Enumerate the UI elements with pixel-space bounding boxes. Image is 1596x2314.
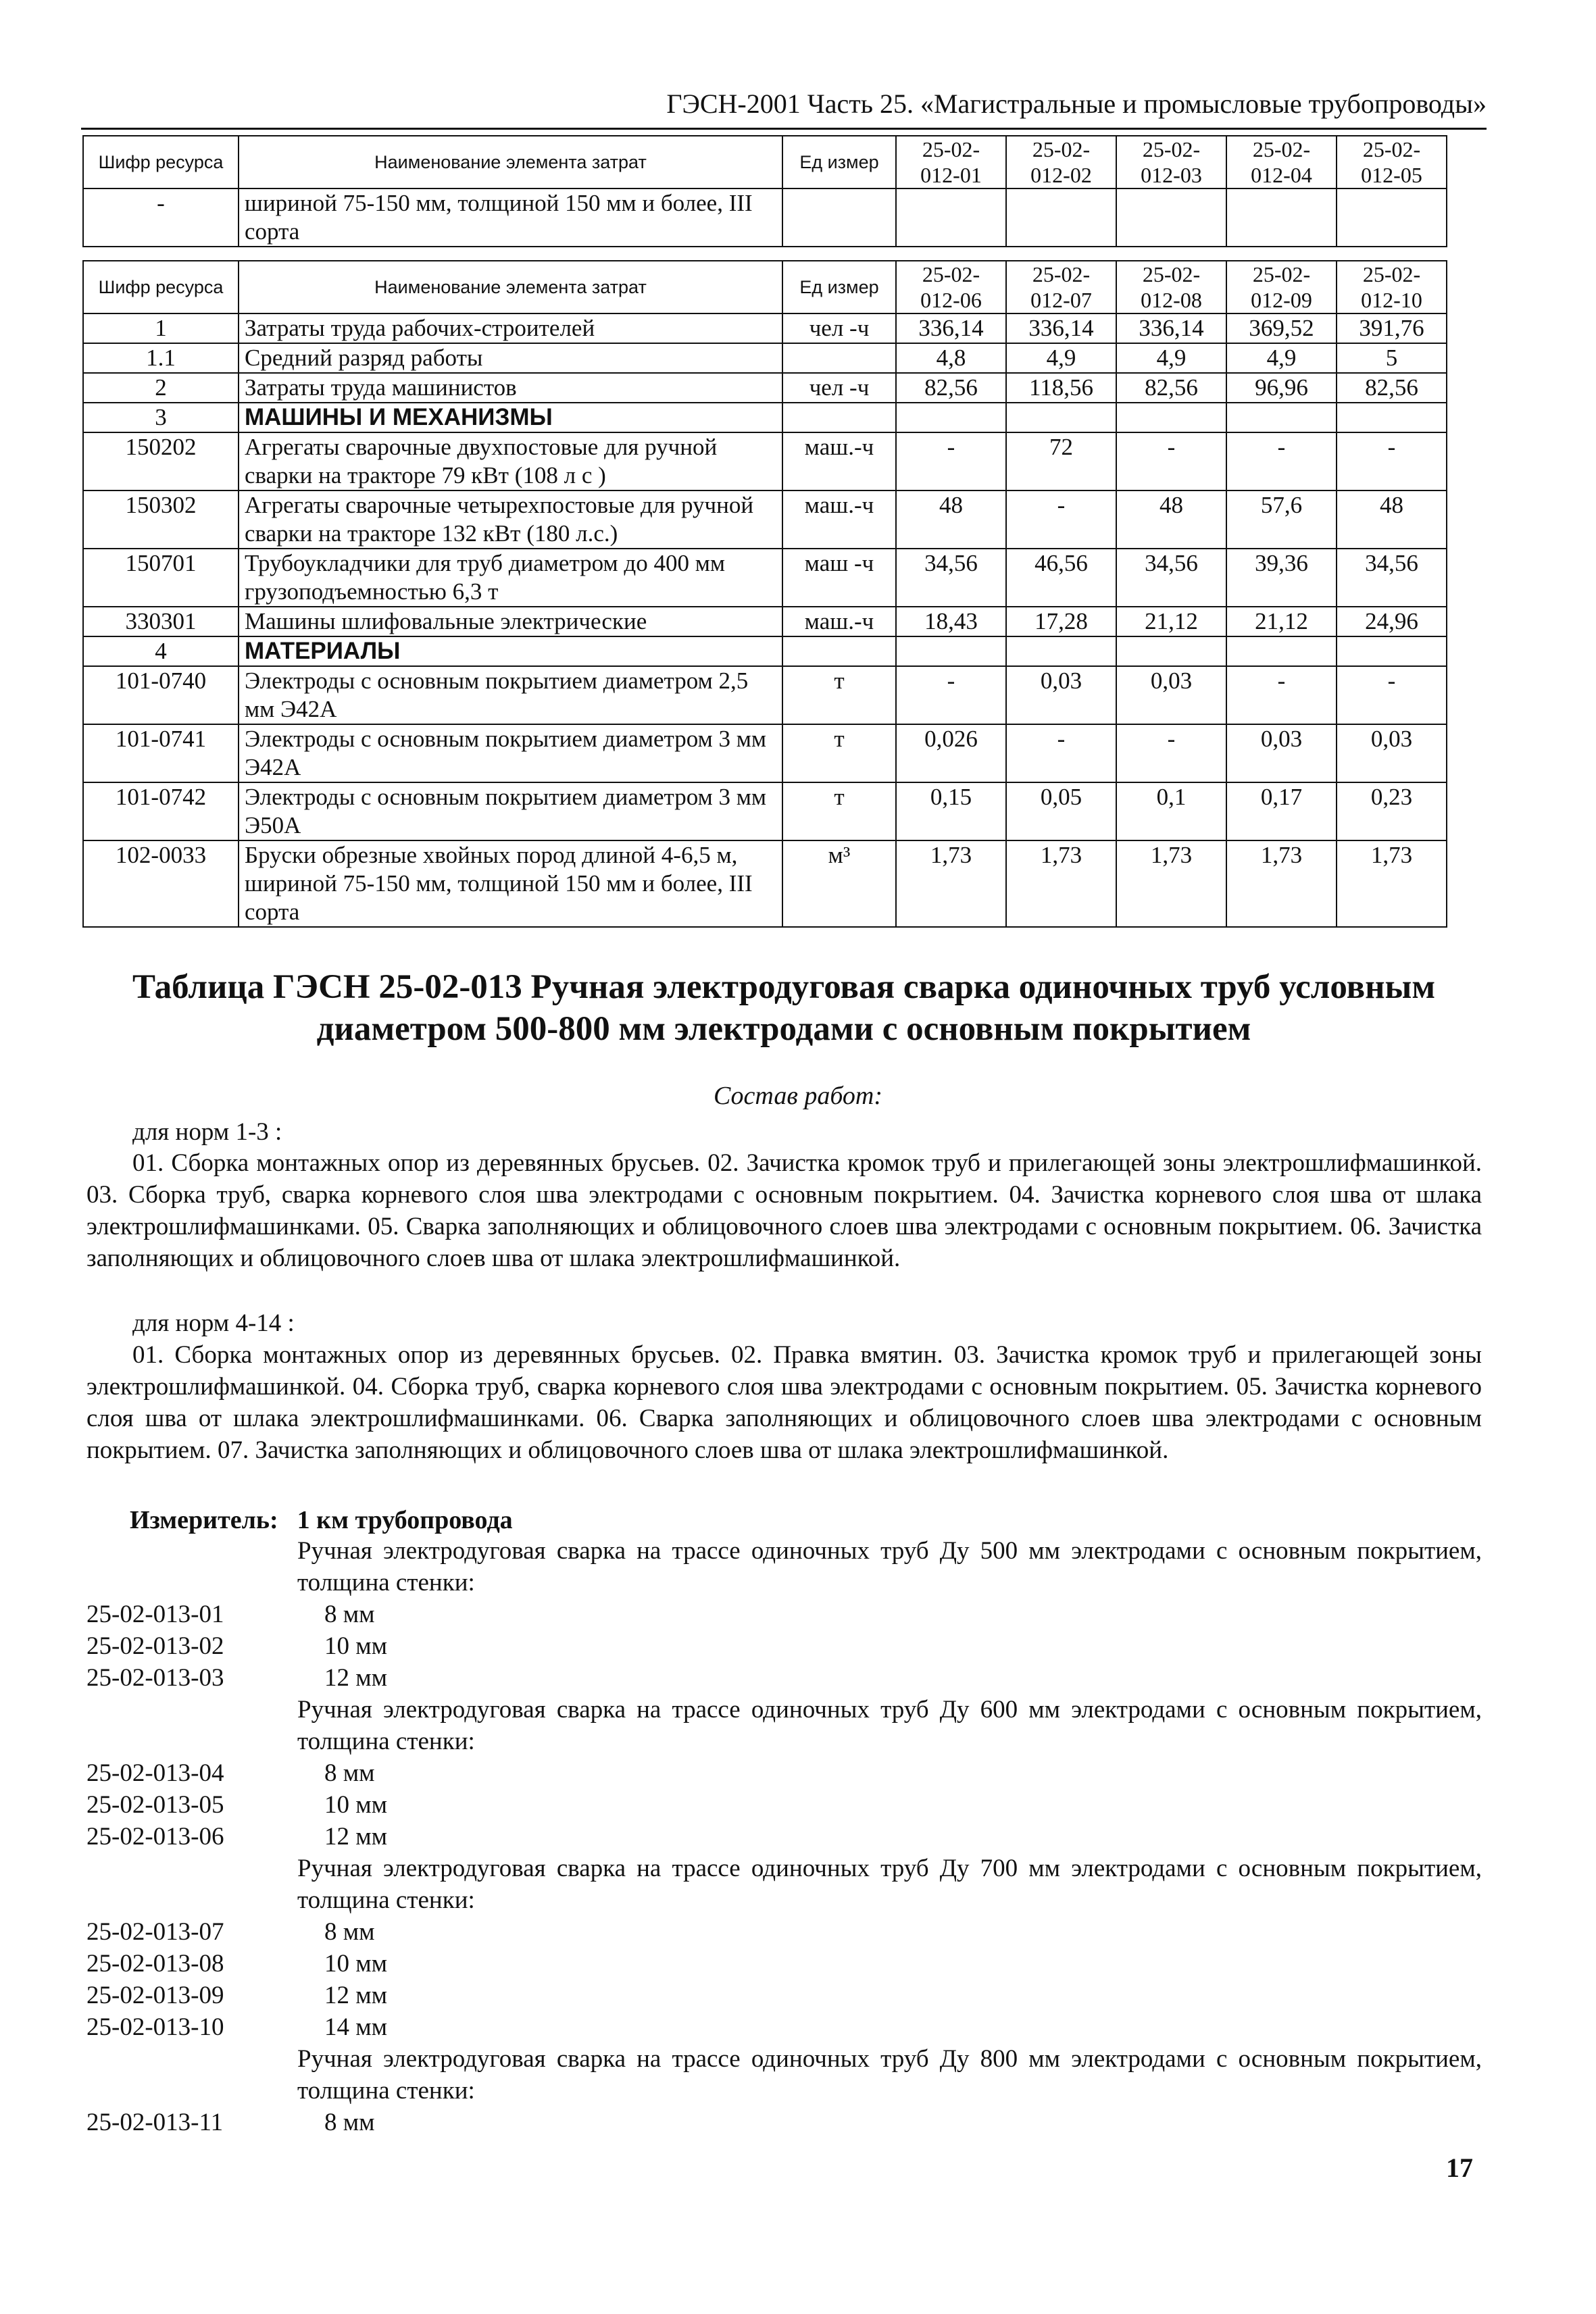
cell-code: 1.1 — [83, 343, 239, 373]
norm-item — [86, 1599, 1482, 1630]
section-title: Таблица ГЭСН 25-02-013 Ручная электродуговая сварка одиночных труб условным диаметром 500-800 мм электродами с основным покрытием — [132, 968, 1436, 1048]
cell-name: шириной 75-150 мм, толщиной 150 мм и более, III сорта — [239, 188, 782, 247]
header-col: 25-02- 012-04 — [1226, 136, 1337, 188]
cell-name: МАТЕРИАЛЫ — [239, 636, 782, 666]
norm-thickness: 8 мм — [324, 1601, 375, 1628]
cell-value — [896, 403, 1006, 432]
table-row — [83, 313, 1447, 343]
cell-value: 1,73 — [1337, 840, 1447, 927]
cell-value — [1116, 403, 1226, 432]
cell-value: 34,56 — [1337, 549, 1447, 607]
table-row — [83, 724, 1447, 782]
norm-code: 25-02-013-03 — [86, 1664, 224, 1692]
cell-value: 0,23 — [1337, 782, 1447, 840]
cell-unit — [782, 403, 896, 432]
cell-value — [1116, 188, 1226, 247]
cell-value: 1,73 — [1226, 840, 1337, 927]
norm-code: 25-02-013-07 — [86, 1918, 224, 1946]
resource-table-continuation — [82, 135, 1447, 247]
cell-value: 5 — [1337, 343, 1447, 373]
cell-value: - — [1226, 666, 1337, 724]
norm-code: 25-02-013-10 — [86, 2013, 224, 2041]
cell-value: 0,1 — [1116, 782, 1226, 840]
table-row — [83, 188, 1447, 247]
norm-code: 25-02-013-05 — [86, 1791, 224, 1819]
cell-code: 101-0742 — [83, 782, 239, 840]
cell-value: 336,14 — [1116, 313, 1226, 343]
cell-value: - — [1006, 491, 1116, 549]
cell-value — [1337, 636, 1447, 666]
cell-code: 4 — [83, 636, 239, 666]
cell-code: 150701 — [83, 549, 239, 607]
norm-group-description: Ручная электродуговая сварка на трассе одиночных труб Ду 500 мм электродами с основным покрытием, толщина стенки: — [297, 1537, 1482, 1596]
cell-value: - — [1226, 432, 1337, 491]
cell-value — [896, 188, 1006, 247]
cell-value: - — [896, 666, 1006, 724]
cell-value: 0,026 — [896, 724, 1006, 782]
cell-code: 101-0740 — [83, 666, 239, 724]
cell-value: 1,73 — [1116, 840, 1226, 927]
cell-name: Электроды с основным покрытием диаметром 3 мм Э50А — [239, 782, 782, 840]
cell-value: 336,14 — [896, 313, 1006, 343]
norm-item — [86, 2011, 1482, 2043]
cell-unit: маш.-ч — [782, 491, 896, 549]
norm-thickness: 8 мм — [324, 1918, 375, 1946]
cell-name: МАШИНЫ И МЕХАНИЗМЫ — [239, 403, 782, 432]
header-name: Наименование элемента затрат — [239, 261, 782, 313]
header-col: 25-02- 012-03 — [1116, 136, 1226, 188]
norm-thickness: 10 мм — [324, 1950, 388, 1978]
cell-unit: маш -ч — [782, 549, 896, 607]
norm-group-description: Ручная электродуговая сварка на трассе одиночных труб Ду 800 мм электродами с основным покрытием, толщина стенки: — [297, 2045, 1482, 2105]
cell-name: Затраты труда машинистов — [239, 373, 782, 403]
norm-item — [86, 1948, 1482, 1980]
cell-unit: т — [782, 782, 896, 840]
meter-value: 1 км трубопровода — [297, 1506, 513, 1534]
cell-value: 118,56 — [1006, 373, 1116, 403]
header-code: Шифр ресурса — [83, 136, 239, 188]
table-header-row — [83, 136, 1447, 188]
table-row — [83, 840, 1447, 927]
table-row — [83, 549, 1447, 607]
cell-value: 96,96 — [1226, 373, 1337, 403]
norm-item — [86, 1916, 1482, 1948]
cell-value: - — [1006, 724, 1116, 782]
cell-code: 150202 — [83, 432, 239, 491]
cell-value: - — [1337, 666, 1447, 724]
cell-code: 1 — [83, 313, 239, 343]
header-col: 25-02- 012-01 — [896, 136, 1006, 188]
cell-unit: т — [782, 666, 896, 724]
cell-value — [1226, 188, 1337, 247]
cell-value — [1337, 403, 1447, 432]
meter-line — [130, 1505, 532, 1535]
cell-value: 48 — [1116, 491, 1226, 549]
norm-code: 25-02-013-02 — [86, 1632, 224, 1660]
cell-value — [1226, 636, 1337, 666]
cell-value: 0,05 — [1006, 782, 1116, 840]
cell-value: 0,03 — [1116, 666, 1226, 724]
cell-value: 82,56 — [1337, 373, 1447, 403]
cell-code: 330301 — [83, 607, 239, 636]
cell-unit: маш.-ч — [782, 607, 896, 636]
cell-value: 0,03 — [1337, 724, 1447, 782]
norm-item — [86, 1757, 1482, 1789]
cell-unit — [782, 188, 896, 247]
cell-value: 82,56 — [1116, 373, 1226, 403]
cell-value: 4,9 — [1226, 343, 1337, 373]
table-row — [83, 666, 1447, 724]
cell-value: 72 — [1006, 432, 1116, 491]
norm-thickness: 10 мм — [324, 1632, 388, 1660]
cell-value — [1006, 403, 1116, 432]
cell-value: 336,14 — [1006, 313, 1116, 343]
page-header: ГЭСН-2001 Часть 25. «Магистральные и промысловые трубопроводы» — [81, 88, 1487, 130]
table-row — [83, 636, 1447, 666]
norm-group-description: Ручная электродуговая сварка на трассе одиночных труб Ду 700 мм электродами с основным покрытием, толщина стенки: — [297, 1855, 1482, 1914]
cell-name: Машины шлифовальные электрические — [239, 607, 782, 636]
table-row — [83, 373, 1447, 403]
header-col: 25-02- 012-02 — [1006, 136, 1116, 188]
header-col: 25-02- 012-06 — [896, 261, 1006, 313]
cell-unit: т — [782, 724, 896, 782]
cell-value: 57,6 — [1226, 491, 1337, 549]
cell-value: 0,03 — [1006, 666, 1116, 724]
cell-code: 150302 — [83, 491, 239, 549]
cell-value: 0,17 — [1226, 782, 1337, 840]
norm-code: 25-02-013-01 — [86, 1601, 224, 1628]
cell-value — [1116, 636, 1226, 666]
cell-value — [1006, 188, 1116, 247]
cell-value: 18,43 — [896, 607, 1006, 636]
table-row — [83, 491, 1447, 549]
norm-code: 25-02-013-11 — [86, 2109, 224, 2136]
cell-value: 4,9 — [1116, 343, 1226, 373]
norms-4-14-text: 01. Сборка монтажных опор из деревянных брусьев. 02. Правка вмятин. 03. Зачистка кромок труб и прилегающей зоны электрошлифмашинкой. 04. Сборка труб, сварка корневого слоя шва электродами с основным покрытием. 05. Зачистка корневого слоя шва от шлака электрошлифмашинками. 06. Сварка заполняющих и облицовочного слоев шва электродами с основным покрытием. 07. Зачистка заполняющих и облицовочного слоев шва от шлака электрошлифмашинкой. — [86, 1341, 1482, 1464]
norm-code: 25-02-013-08 — [86, 1950, 224, 1978]
cell-value: 39,36 — [1226, 549, 1337, 607]
cell-value: 1,73 — [1006, 840, 1116, 927]
cell-value — [1226, 403, 1337, 432]
cell-value: 0,03 — [1226, 724, 1337, 782]
cell-unit: м³ — [782, 840, 896, 927]
header-code: Шифр ресурса — [83, 261, 239, 313]
norm-list — [86, 1535, 1482, 2138]
cell-unit: маш.-ч — [782, 432, 896, 491]
norm-item — [86, 1980, 1482, 2011]
table-row — [83, 343, 1447, 373]
cell-value: 46,56 — [1006, 549, 1116, 607]
norms-1-3-label: для норм 1-3 : — [132, 1118, 282, 1146]
cell-code: 101-0741 — [83, 724, 239, 782]
cell-code: 2 — [83, 373, 239, 403]
norms-1-3-text: 01. Сборка монтажных опор из деревянных брусьев. 02. Зачистка кромок труб и прилегающей зоны электрошлифмашинкой. 03. Сборка труб, сварка корневого слоя шва электродами с основным покрытием. 04. Зачистка корневого слоя шва от шлака электрошлифмашинками. 05. Сварка заполняющих и облицовочного слоев шва электродами с основным покрытием. 06. Зачистка заполняющих и облицовочного слоев шва от шлака электрошлифмашинкой. — [86, 1149, 1482, 1272]
norm-thickness: 8 мм — [324, 1759, 375, 1787]
cell-value: 1,73 — [896, 840, 1006, 927]
cell-value: 21,12 — [1226, 607, 1337, 636]
cell-value: 34,56 — [1116, 549, 1226, 607]
cell-value: 0,15 — [896, 782, 1006, 840]
norm-thickness: 12 мм — [324, 1823, 388, 1851]
norm-item — [86, 1662, 1482, 1694]
header-col: 25-02- 012-10 — [1337, 261, 1447, 313]
table-row — [83, 782, 1447, 840]
table-row — [83, 432, 1447, 491]
norm-thickness: 12 мм — [324, 1982, 388, 2009]
norm-code: 25-02-013-04 — [86, 1759, 224, 1787]
work-composition-heading: Состав работ: — [713, 1082, 883, 1110]
cell-name: Средний разряд работы — [239, 343, 782, 373]
cell-unit — [782, 636, 896, 666]
table-header-row — [83, 261, 1447, 313]
cell-value: 391,76 — [1337, 313, 1447, 343]
cell-value: 48 — [896, 491, 1006, 549]
header-unit: Ед измер — [782, 136, 896, 188]
cell-value — [896, 636, 1006, 666]
cell-value: - — [896, 432, 1006, 491]
cell-name: Трубоукладчики для труб диаметром до 400 мм грузоподъемностью 6,3 т — [239, 549, 782, 607]
cell-value — [1006, 636, 1116, 666]
cell-name: Агрегаты сварочные четырехпостовые для ручной сварки на тракторе 132 кВт (180 л.с.) — [239, 491, 782, 549]
table-row — [83, 607, 1447, 636]
cell-value: - — [1116, 432, 1226, 491]
cell-code: 102-0033 — [83, 840, 239, 927]
cell-code: - — [83, 188, 239, 247]
resource-table — [82, 260, 1447, 928]
cell-value: 34,56 — [896, 549, 1006, 607]
norm-item — [86, 1630, 1482, 1662]
cell-value: 17,28 — [1006, 607, 1116, 636]
cell-value: 82,56 — [896, 373, 1006, 403]
meter-label: Измеритель: — [130, 1506, 278, 1534]
cell-name: Электроды с основным покрытием диаметром 3 мм Э42А — [239, 724, 782, 782]
norm-thickness: 10 мм — [324, 1791, 388, 1819]
cell-name: Электроды с основным покрытием диаметром 2,5 мм Э42А — [239, 666, 782, 724]
cell-unit: чел -ч — [782, 373, 896, 403]
cell-name: Бруски обрезные хвойных пород длиной 4-6,5 м, шириной 75-150 мм, толщиной 150 мм и более, III сорта — [239, 840, 782, 927]
header-col: 25-02- 012-07 — [1006, 261, 1116, 313]
header-col: 25-02- 012-05 — [1337, 136, 1447, 188]
norm-thickness: 12 мм — [324, 1664, 388, 1692]
norm-thickness: 8 мм — [324, 2109, 375, 2136]
norm-thickness: 14 мм — [324, 2013, 388, 2041]
norm-code: 25-02-013-09 — [86, 1982, 224, 2009]
norm-item — [86, 1821, 1482, 1853]
norm-group-description: Ручная электродуговая сварка на трассе одиночных труб Ду 600 мм электродами с основным покрытием, толщина стенки: — [297, 1696, 1482, 1755]
cell-value: 21,12 — [1116, 607, 1226, 636]
norm-item — [86, 2107, 1482, 2138]
cell-unit — [782, 343, 896, 373]
cell-value: 369,52 — [1226, 313, 1337, 343]
norms-4-14-label: для норм 4-14 : — [132, 1309, 295, 1337]
cell-value — [1337, 188, 1447, 247]
cell-code: 3 — [83, 403, 239, 432]
cell-value: - — [1337, 432, 1447, 491]
norm-item — [86, 1789, 1482, 1821]
cell-value: 4,9 — [1006, 343, 1116, 373]
page-number: 17 — [1446, 2153, 1473, 2183]
cell-name: Агрегаты сварочные двухпостовые для ручной сварки на тракторе 79 кВт (108 л с ) — [239, 432, 782, 491]
header-unit: Ед измер — [782, 261, 896, 313]
cell-value: - — [1116, 724, 1226, 782]
cell-value: 48 — [1337, 491, 1447, 549]
cell-name: Затраты труда рабочих-строителей — [239, 313, 782, 343]
cell-value: 4,8 — [896, 343, 1006, 373]
header-col: 25-02- 012-08 — [1116, 261, 1226, 313]
cell-value: 24,96 — [1337, 607, 1447, 636]
norm-code: 25-02-013-06 — [86, 1823, 224, 1851]
cell-unit: чел -ч — [782, 313, 896, 343]
header-name: Наименование элемента затрат — [239, 136, 782, 188]
table-row — [83, 403, 1447, 432]
header-col: 25-02- 012-09 — [1226, 261, 1337, 313]
